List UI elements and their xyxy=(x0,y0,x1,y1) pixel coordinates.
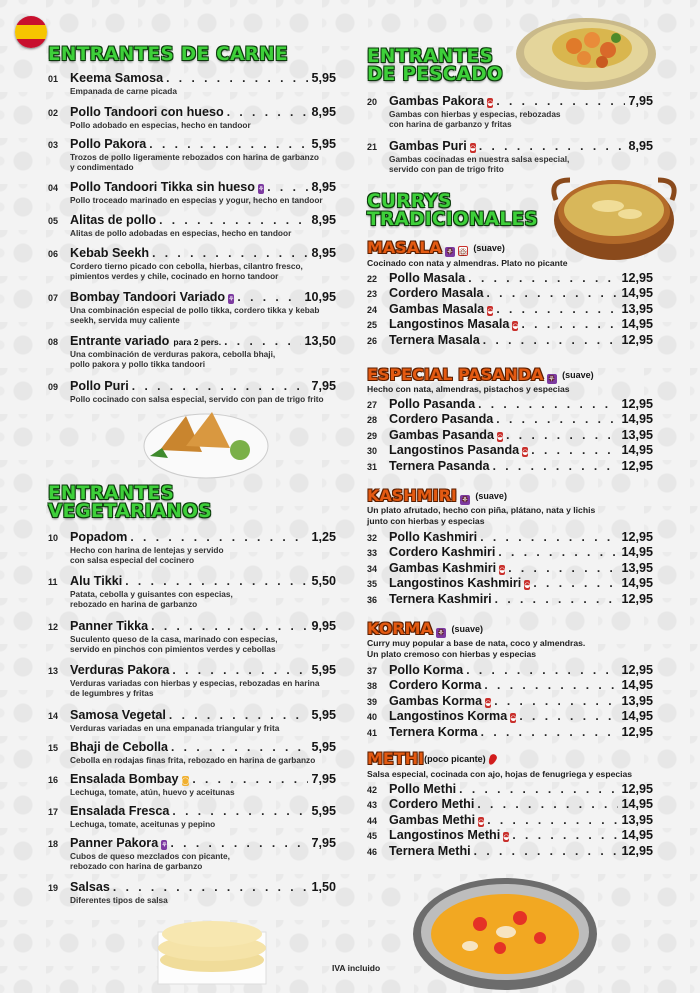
leader-dots xyxy=(468,271,618,286)
curry-description: Hecho con nata, almendras, pistachos y especias xyxy=(367,384,570,394)
item-name: Kebab Seekh xyxy=(70,246,150,260)
item-name: Ternera Methi xyxy=(389,843,471,858)
samosa-plate-photo xyxy=(140,398,270,484)
item-price: 12,95 xyxy=(621,782,653,796)
leader-dots xyxy=(125,574,308,589)
leader-dots xyxy=(149,137,308,152)
leader-dots xyxy=(496,412,618,427)
curry-title-pasanda: ESPECIAL PASANDA ⚘ (suave) xyxy=(367,365,594,384)
leader-dots xyxy=(132,379,309,394)
item-price: 12,95 xyxy=(621,663,653,677)
item-price: 8,95 xyxy=(311,180,336,194)
leader-dots xyxy=(484,678,618,693)
item-portion-note: para 2 pers. xyxy=(173,337,222,347)
item-name: Salsas xyxy=(70,880,110,894)
item-price: 5,95 xyxy=(311,804,336,818)
item-price: 13,95 xyxy=(621,301,653,316)
item-name: Langostinos Pasanda xyxy=(389,443,520,458)
item-price: 7,95 xyxy=(311,836,336,850)
item-name: Pollo Methi xyxy=(389,782,457,796)
leader-dots xyxy=(479,139,626,154)
shrimp-dish-photo xyxy=(512,8,660,94)
item-number: 18 xyxy=(48,839,59,849)
item-number: 22 xyxy=(367,274,378,284)
item-description: Una combinación especial de pollo tikka, cordero tikka y kebab seekh, servida muy caliente xyxy=(70,305,320,326)
item-description: Gambas cocinadas en nuestra salsa especial, servido con pan de trigo frito xyxy=(389,154,570,175)
item-price: 9,95 xyxy=(311,619,336,633)
item-number: 21 xyxy=(367,142,378,152)
item-price: 14,95 xyxy=(621,576,653,591)
item-number: 34 xyxy=(367,563,378,574)
item-name: Gambas Puri xyxy=(389,139,467,153)
item-name: Popadom xyxy=(70,530,128,544)
item-number: 41 xyxy=(367,727,378,738)
item-description: Suculento queso de la casa, marinado con especias, servido en pinchos con pimientos verdes y cebollas xyxy=(70,634,278,655)
item-price: 14,95 xyxy=(621,443,653,458)
item-number: 13 xyxy=(48,666,59,676)
seafood-badge-icon: ◒ xyxy=(485,698,492,707)
item-number: 44 xyxy=(367,815,378,826)
item-description: Pollo cocinado con salsa especial, servido con pan de trigo frito xyxy=(70,394,324,404)
item-price: 7,95 xyxy=(311,379,336,393)
item-price: 13,95 xyxy=(621,812,653,827)
section-title-currys: CURRYS TRADICIONALES xyxy=(367,191,539,230)
seafood-badge-icon: ◒ xyxy=(503,833,510,842)
leader-dots xyxy=(508,561,618,576)
item-name: Cordero Kashmiri xyxy=(389,545,496,560)
leader-dots xyxy=(151,619,308,634)
seafood-badge-icon: ◒ xyxy=(487,99,494,107)
item-name: Ternera Pasanda xyxy=(389,458,490,473)
item-name: Cordero Masala xyxy=(389,286,484,301)
item-price: 8,95 xyxy=(311,213,336,227)
item-price: 8,95 xyxy=(311,105,336,119)
item-number: 36 xyxy=(367,594,378,605)
item-name: Pollo Puri xyxy=(70,379,129,393)
item-description: Verduras variadas con hierbas y especias, rebozadas en harina de legumbres y fritas xyxy=(70,678,320,699)
item-price: 14,95 xyxy=(621,286,653,301)
leader-dots xyxy=(113,880,309,895)
popadom-photo xyxy=(148,906,276,990)
item-number: 02 xyxy=(48,108,59,118)
item-number: 24 xyxy=(367,304,378,315)
item-name: Pollo Korma xyxy=(389,663,464,677)
seafood-badge-icon: ◒ xyxy=(510,714,517,723)
item-description: Cubos de queso mezclados con picante, rebozado con harina de garbanzo xyxy=(70,851,230,872)
item-name: Bhaji de Cebolla xyxy=(70,740,168,754)
item-name: Gambas Masala xyxy=(389,301,485,316)
vegetarian-badge-icon: ⚘ xyxy=(548,375,555,383)
item-name: Pollo Tandoori con hueso xyxy=(70,105,224,119)
item-name: Cordero Methi xyxy=(389,797,475,812)
seafood-badge-icon: ◒ xyxy=(499,565,506,574)
seafood-badge-icon: ◒ xyxy=(512,322,519,331)
item-name: Langostinos Korma xyxy=(389,709,508,724)
section-title-entrantes-pescado: ENTRANTES DE PESCADO xyxy=(367,46,503,85)
leader-dots xyxy=(495,592,619,607)
item-price: 12,95 xyxy=(621,530,653,544)
item-price: 5,95 xyxy=(311,137,336,151)
item-number: 43 xyxy=(367,800,378,811)
leader-dots xyxy=(459,782,618,797)
vegetarian-badge-icon: ⚘ xyxy=(437,629,445,637)
seafood-badge-icon: ◒ xyxy=(469,144,476,152)
item-name: Entrante variado xyxy=(70,334,170,348)
korma-bowl-photo xyxy=(410,868,600,990)
item-description: Diferentes tipos de salsa xyxy=(70,895,168,905)
leader-dots xyxy=(172,663,308,678)
item-number: 37 xyxy=(367,666,378,676)
item-price: 12,95 xyxy=(621,397,653,411)
item-number: 10 xyxy=(48,533,59,543)
section-title-entrantes-vegetarianos: ENTRANTES VEGETARIANOS xyxy=(48,483,212,522)
item-description: Lechuga, tomate, atún, huevo y aceitunas xyxy=(70,787,235,797)
mild-badge-icon: ◌ xyxy=(459,248,466,256)
item-name: Ternera Kashmiri xyxy=(389,591,492,606)
leader-dots xyxy=(192,772,308,787)
item-number: 38 xyxy=(367,681,378,692)
item-number: 16 xyxy=(48,775,59,785)
item-number: 23 xyxy=(367,289,378,300)
item-number: 14 xyxy=(48,711,59,721)
leader-dots xyxy=(152,246,308,261)
item-number: 20 xyxy=(367,97,378,107)
item-price: 13,50 xyxy=(304,334,336,348)
leader-dots xyxy=(478,397,618,412)
leader-dots xyxy=(237,290,301,305)
item-number: 27 xyxy=(367,400,378,410)
leader-dots xyxy=(466,663,618,678)
item-number: 11 xyxy=(48,577,58,587)
egg-badge-icon: ◯ xyxy=(181,777,190,785)
item-price: 14,95 xyxy=(621,678,653,693)
item-price: 8,95 xyxy=(628,139,653,153)
leader-dots xyxy=(481,725,619,740)
item-name: Ensalada Fresca xyxy=(70,804,170,818)
item-number: 05 xyxy=(48,216,59,226)
item-description: Patata, cebolla y guisantes con especias, rebozado en harina de garbanzo xyxy=(70,589,233,610)
item-name: Pollo Tandoori Tikka sin hueso xyxy=(70,180,255,194)
item-number: 42 xyxy=(367,785,378,795)
seafood-badge-icon: ◒ xyxy=(524,581,531,590)
leader-dots xyxy=(477,797,618,812)
leader-dots xyxy=(494,694,618,709)
item-name: Samosa Vegetal xyxy=(70,708,166,722)
item-number: 09 xyxy=(48,382,59,392)
item-name: Langostinos Kashmiri xyxy=(389,576,522,591)
item-number: 25 xyxy=(367,320,378,331)
item-number: 29 xyxy=(367,430,378,441)
leader-dots xyxy=(171,740,309,755)
item-number: 08 xyxy=(48,337,59,347)
item-price: 13,95 xyxy=(621,560,653,575)
curry-description: Cocinado con nata y almendras. Plato no picante xyxy=(367,258,568,268)
item-name: Ternera Masala xyxy=(389,332,480,347)
item-name: Cordero Korma xyxy=(389,678,482,693)
item-name: Bombay Tandoori Variado xyxy=(70,290,226,304)
curry-bowl-photo xyxy=(548,160,678,268)
item-name: Pollo Masala xyxy=(389,271,466,285)
item-name: Alu Tikki xyxy=(70,574,123,588)
curry-title-methi: METHI(poco picante) xyxy=(367,750,496,768)
item-name: Langostinos Masala xyxy=(389,317,510,332)
item-number: 12 xyxy=(48,622,59,632)
item-name: Pollo Pakora xyxy=(70,137,147,151)
leader-dots xyxy=(227,105,309,120)
item-price: 10,95 xyxy=(304,290,336,304)
item-name: Panner Tikka xyxy=(70,619,149,633)
item-name: Langostinos Methi xyxy=(389,828,501,843)
item-description: Empanada de carne picada xyxy=(70,86,177,96)
item-price: 5,95 xyxy=(311,708,336,722)
leader-dots xyxy=(486,286,618,301)
curry-description: Curry muy popular a base de nata, coco y almendras. Un plato cremoso con hierbas y especias xyxy=(367,638,586,659)
item-name: Pollo Pasanda xyxy=(389,397,476,411)
seafood-badge-icon: ◒ xyxy=(487,306,494,315)
item-price: 7,95 xyxy=(311,772,336,786)
item-number: 17 xyxy=(48,807,59,817)
item-description: Pollo troceado marinado en especias y yogur, hecho en tandoor xyxy=(70,195,323,205)
item-price: 5,50 xyxy=(311,574,336,588)
item-number: 39 xyxy=(367,696,378,707)
item-description: Cordero tierno picado con cebolla, hierbas, cilantro fresco, pimientos verdes y chile, cocinado en horno tandoor xyxy=(70,261,303,282)
item-price: 5,95 xyxy=(311,740,336,754)
item-number: 30 xyxy=(367,446,378,457)
leader-dots xyxy=(498,545,618,560)
item-price: 12,95 xyxy=(621,458,653,473)
item-name: Panner Pakora xyxy=(70,836,159,850)
item-price: 14,95 xyxy=(621,828,653,843)
item-price: 1,25 xyxy=(311,530,336,544)
item-number: 33 xyxy=(367,548,378,559)
leader-dots xyxy=(521,317,618,332)
item-description: Hecho con harina de lentejas y servido con salsa especial del cocinero xyxy=(70,545,224,566)
item-name: Verduras Pakora xyxy=(70,663,170,677)
vegetarian-badge-icon: ⚘ xyxy=(228,295,235,303)
item-price: 5,95 xyxy=(311,663,336,677)
item-price: 7,95 xyxy=(628,94,653,108)
item-number: 46 xyxy=(367,846,378,857)
section-title-entrantes-carne: ENTRANTES DE CARNE xyxy=(48,44,288,65)
vegetarian-badge-icon: ⚘ xyxy=(161,841,168,849)
leader-dots xyxy=(169,708,309,723)
item-number: 26 xyxy=(367,335,378,346)
item-description: Alitas de pollo adobadas en especias, hecho en tandoor xyxy=(70,228,292,238)
item-price: 14,95 xyxy=(621,709,653,724)
item-number: 07 xyxy=(48,293,59,303)
leader-dots xyxy=(159,213,308,228)
item-number: 19 xyxy=(48,883,59,893)
item-description: Trozos de pollo ligeramente rebozados con harina de garbanzo y condimentado xyxy=(70,152,319,173)
item-price: 12,95 xyxy=(621,724,653,739)
item-price: 14,95 xyxy=(621,317,653,332)
leader-dots xyxy=(267,180,308,195)
seafood-badge-icon: ◒ xyxy=(522,448,529,457)
item-description: Lechuga, tomate, aceitunas y pepino xyxy=(70,819,216,829)
item-price: 1,50 xyxy=(311,880,336,894)
item-description: Verduras variadas en una empanada triangular y frita xyxy=(70,723,280,733)
item-price: 5,95 xyxy=(311,71,336,85)
curry-description: Salsa especial, cocinada con ajo, hojas de fenugriega y especias xyxy=(367,769,633,779)
leader-dots xyxy=(480,530,618,545)
item-name: Ensalada Bombay xyxy=(70,772,179,786)
item-price: 14,95 xyxy=(621,545,653,560)
curry-title-korma: KORMA ⚘ (suave) xyxy=(367,619,483,638)
curry-title-masala: MASALA ⚘ ◌ (suave) xyxy=(367,238,505,257)
spanish-flag-icon[interactable] xyxy=(15,16,47,48)
leader-dots xyxy=(172,804,308,819)
item-description: Pollo adobado en especias, hecho en tandoor xyxy=(70,120,251,130)
item-description: Cebolla en rodajas finas frita, rebozado en harina de garbanzo xyxy=(70,755,316,765)
item-name: Gambas Pakora xyxy=(389,94,485,108)
item-name: Ternera Korma xyxy=(389,724,478,739)
curry-title-kashmiri: KASHMIRI ⚘ (suave) xyxy=(367,486,507,505)
item-price: 12,95 xyxy=(621,332,653,347)
vegetarian-badge-icon: ⚘ xyxy=(461,496,468,504)
leader-dots xyxy=(130,530,308,545)
seafood-badge-icon: ◒ xyxy=(478,817,485,826)
leader-dots xyxy=(531,443,618,458)
item-price: 13,95 xyxy=(621,427,653,442)
item-number: 45 xyxy=(367,831,378,842)
item-price: 14,95 xyxy=(621,797,653,812)
leader-dots xyxy=(170,836,308,851)
item-number: 31 xyxy=(367,461,378,472)
item-price: 14,95 xyxy=(621,412,653,427)
item-number: 01 xyxy=(48,74,59,84)
vegetarian-badge-icon: ⚘ xyxy=(257,185,265,193)
item-price: 13,95 xyxy=(621,693,653,708)
item-name: Cordero Pasanda xyxy=(389,412,494,427)
item-name: Keema Samosa xyxy=(70,71,164,85)
item-name: Gambas Methi xyxy=(389,812,476,827)
item-description: Gambas con hierbas y especias, rebozadas con harina de garbanzo y fritas xyxy=(389,109,561,130)
item-description: Una combinación de verduras pakora, cebolla bhaji, pollo pakora y pollo tikka tandoori xyxy=(70,349,276,370)
leader-dots xyxy=(493,459,619,474)
leader-dots xyxy=(512,828,618,843)
leader-dots xyxy=(487,813,618,828)
item-number: 04 xyxy=(48,183,59,193)
item-number: 28 xyxy=(367,415,378,426)
leader-dots xyxy=(496,302,618,317)
item-name: Gambas Korma xyxy=(389,693,483,708)
item-price: 8,95 xyxy=(311,246,336,260)
leader-dots xyxy=(224,334,301,349)
item-price: 12,95 xyxy=(621,271,653,285)
item-number: 40 xyxy=(367,712,378,723)
leader-dots xyxy=(496,94,625,109)
item-price: 12,95 xyxy=(621,843,653,858)
leader-dots xyxy=(483,333,619,348)
item-name: Gambas Pasanda xyxy=(389,427,494,442)
curry-description: Un plato afrutado, hecho con piña, plátano, nata y lichis junto con hierbas y especias xyxy=(367,505,596,526)
leader-dots xyxy=(533,576,618,591)
seafood-badge-icon: ◒ xyxy=(497,432,504,441)
item-number: 06 xyxy=(48,249,59,259)
leader-dots xyxy=(166,71,308,86)
tax-included-note: IVA incluido xyxy=(332,963,381,973)
item-number: 32 xyxy=(367,533,378,543)
leader-dots xyxy=(506,428,618,443)
item-name: Pollo Kashmiri xyxy=(389,530,478,544)
leader-dots xyxy=(474,844,619,859)
item-price: 12,95 xyxy=(621,591,653,606)
item-number: 35 xyxy=(367,579,378,590)
item-number: 15 xyxy=(48,743,59,753)
item-number: 03 xyxy=(48,140,59,150)
leader-dots xyxy=(519,709,618,724)
item-name: Alitas de pollo xyxy=(70,213,157,227)
chili-icon xyxy=(487,753,498,766)
vegetarian-badge-icon: ⚘ xyxy=(446,248,453,256)
item-name: Gambas Kashmiri xyxy=(389,560,497,575)
